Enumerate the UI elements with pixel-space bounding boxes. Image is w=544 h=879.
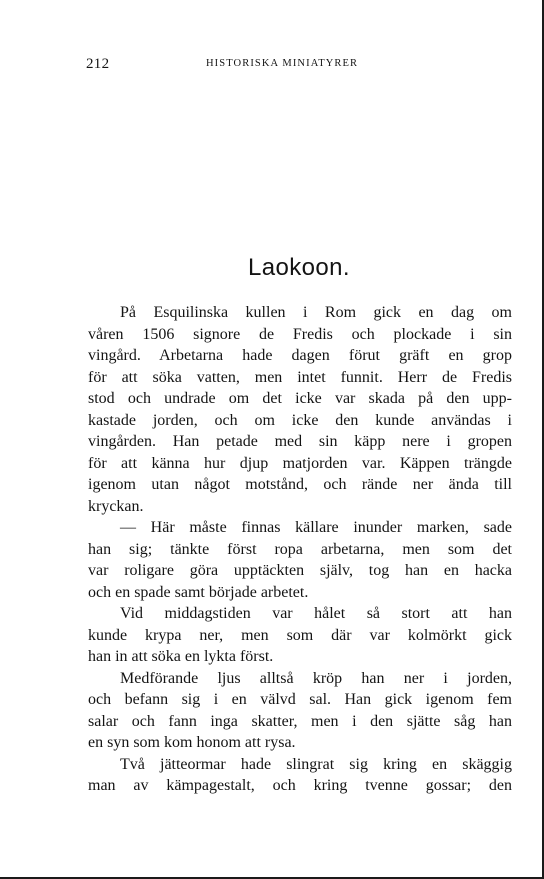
text-line: — Här måste finnas källare inunder marken, sade [120,519,512,536]
text-line: man av kämpagestalt, och kring tvenne gossar; den [88,777,512,794]
running-head: HISTORISKA MINIATYRER [206,58,359,69]
text-line: våren 1506 signore de Fredis och plockade i sin [88,325,512,343]
text-line: en syn som kom honom att rysa. [88,734,296,751]
text-line: kunde krypa ner, men som där var kolmörkt gick [88,626,512,644]
text-line: och en spade samt började arbetet. [88,583,309,601]
text-line: igenom utan något motstånd, och rände ner ända till [88,476,512,493]
text-line: och befann sig i en välvd sal. Han gick igenom fem [88,691,512,708]
page-header [86,56,512,76]
text-line: kryckan. [88,497,144,515]
body-text [88,302,512,797]
text-line: för att söka vatten, men intet funnit. Herr de Fredis [88,368,512,386]
chapter-title: Laokoon. [248,254,350,281]
text-line: vingården. Han petade med sin käpp nere i gropen [88,433,512,450]
text-line: På Esquilinska kullen i Rom gick en dag om [120,304,512,321]
text-line: han in att söka en lykta först. [88,648,274,665]
text-line: kastade jorden, och om icke den kunde användas i [88,411,512,429]
page-number: 212 [86,56,110,72]
text-line: Två jätteormar hade slingrat sig kring en skäggig [120,755,512,773]
text-line: var roligare göra upptäckten själv, tog han en hacka [88,562,512,579]
text-line: han sig; tänkte först ropa arbetarna, men som det [88,540,512,558]
text-line: Vid middagstiden var hålet så stort att han [120,605,512,622]
text-line: för att känna hur djup matjorden var. Käppen trängde [88,454,512,472]
text-line: vingård. Arbetarna hade dagen förut gräft en grop [88,347,512,364]
text-line: stod och undrade om det icke var skada på den upp- [88,390,512,407]
text-line: Medförande ljus alltså kröp han ner i jorden, [120,669,512,687]
text-line: salar och fann inga skatter, men i den sjätte såg han [88,712,512,730]
